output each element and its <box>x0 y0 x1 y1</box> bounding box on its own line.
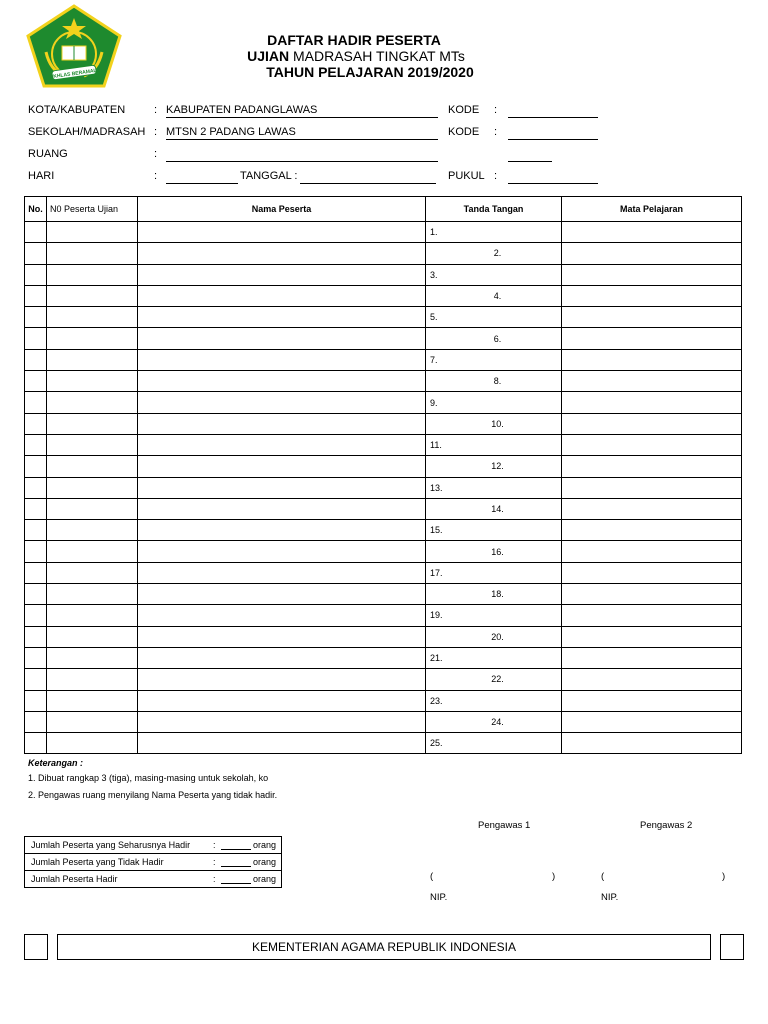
table-row <box>25 413 742 434</box>
hari-label: HARI <box>28 170 55 182</box>
cell-tanda-tangan[interactable]: 22. <box>426 669 562 690</box>
cell-mata-pelajaran[interactable] <box>562 477 742 498</box>
colon: : <box>213 840 216 850</box>
table-row <box>25 371 742 392</box>
cell-no <box>25 285 47 306</box>
cell-no-peserta[interactable] <box>47 328 138 349</box>
cell-tanda-tangan[interactable]: 15. <box>426 520 562 541</box>
kode-field-2[interactable] <box>508 126 598 140</box>
cell-nama-peserta[interactable] <box>138 562 426 583</box>
table-row <box>25 584 742 605</box>
cell-no <box>25 456 47 477</box>
table-row <box>25 520 742 541</box>
cell-no-peserta[interactable] <box>47 562 138 583</box>
table-row <box>25 477 742 498</box>
table-row <box>25 285 742 306</box>
cell-no <box>25 434 47 455</box>
colon: : <box>154 148 158 160</box>
table-row <box>25 328 742 349</box>
sekolah-label: SEKOLAH/MADRASAH <box>28 126 146 138</box>
cell-nama-peserta[interactable] <box>138 690 426 711</box>
cell-no-peserta[interactable] <box>47 392 138 413</box>
cell-nama-peserta[interactable] <box>138 328 426 349</box>
cell-nama-peserta[interactable] <box>138 456 426 477</box>
title-line-2: UJIAN MADRASAH TINGKAT MTs <box>247 48 465 64</box>
kode-field-1[interactable] <box>508 104 598 118</box>
cell-nama-peserta[interactable] <box>138 669 426 690</box>
summary-unit: orang <box>253 857 277 867</box>
cell-no-peserta[interactable] <box>47 605 138 626</box>
svg-text:IKHLAS BERAMAL: IKHLAS BERAMAL <box>51 67 97 81</box>
cell-tanda-tangan[interactable]: 19. <box>426 605 562 626</box>
cell-no <box>25 647 47 668</box>
colon: : <box>494 170 498 182</box>
cell-mata-pelajaran[interactable] <box>562 733 742 754</box>
cell-mata-pelajaran[interactable] <box>562 222 742 243</box>
cell-no <box>25 413 47 434</box>
cell-no <box>25 520 47 541</box>
table-row <box>25 733 742 754</box>
colon: : <box>154 104 158 116</box>
table-row <box>25 392 742 413</box>
cell-tanda-tangan[interactable]: 3. <box>426 264 562 285</box>
cell-tanda-tangan[interactable]: 9. <box>426 392 562 413</box>
table-row <box>25 243 742 264</box>
pukul-label: PUKUL <box>448 170 485 182</box>
kota-field[interactable]: KABUPATEN PADANGLAWAS <box>166 104 438 118</box>
cell-nama-peserta[interactable] <box>138 371 426 392</box>
cell-tanda-tangan[interactable]: 1. <box>426 222 562 243</box>
cell-nama-peserta[interactable] <box>138 605 426 626</box>
pengawas-2-label: Pengawas 2 <box>640 820 693 831</box>
title-line-1: DAFTAR HADIR PESERTA <box>267 32 441 48</box>
kode-label: KODE <box>448 104 480 116</box>
cell-no-peserta[interactable] <box>47 434 138 455</box>
cell-tanda-tangan[interactable]: 17. <box>426 562 562 583</box>
cell-mata-pelajaran[interactable] <box>562 307 742 328</box>
cell-tanda-tangan[interactable]: 12. <box>426 456 562 477</box>
cell-no <box>25 222 47 243</box>
cell-no <box>25 243 47 264</box>
cell-no <box>25 626 47 647</box>
colon: : <box>154 170 158 182</box>
notes-heading: Keterangan : <box>28 758 84 768</box>
table-row <box>25 434 742 455</box>
cell-no <box>25 307 47 328</box>
pengawas-2-open-paren: ( <box>601 871 605 882</box>
cell-nama-peserta[interactable] <box>138 413 426 434</box>
cell-no-peserta[interactable] <box>47 669 138 690</box>
tanggal-field[interactable] <box>300 170 436 184</box>
cell-nama-peserta[interactable] <box>138 285 426 306</box>
cell-no <box>25 733 47 754</box>
ruang-label: RUANG <box>28 148 68 160</box>
cell-mata-pelajaran[interactable] <box>562 541 742 562</box>
cell-no <box>25 690 47 711</box>
cell-no <box>25 477 47 498</box>
cell-no-peserta[interactable] <box>47 626 138 647</box>
cell-mata-pelajaran[interactable] <box>562 584 742 605</box>
cell-no-peserta[interactable] <box>47 711 138 732</box>
title-line-3: TAHUN PELAJARAN 2019/2020 <box>266 64 474 80</box>
cell-no <box>25 562 47 583</box>
cell-mata-pelajaran[interactable] <box>562 520 742 541</box>
cell-tanda-tangan[interactable]: 11. <box>426 434 562 455</box>
cell-mata-pelajaran[interactable] <box>562 392 742 413</box>
cell-mata-pelajaran[interactable] <box>562 434 742 455</box>
cell-no-peserta[interactable] <box>47 413 138 434</box>
cell-mata-pelajaran[interactable] <box>562 243 742 264</box>
cell-no-peserta[interactable] <box>47 264 138 285</box>
cell-no-peserta[interactable] <box>47 733 138 754</box>
table-row <box>25 562 742 583</box>
table-row <box>25 498 742 519</box>
cell-tanda-tangan[interactable]: 23. <box>426 690 562 711</box>
table-row <box>25 690 742 711</box>
cell-mata-pelajaran[interactable] <box>562 328 742 349</box>
note-item-2: 2. Pengawas ruang menyilang Nama Peserta yang tidak hadir. <box>28 790 278 800</box>
cell-nama-peserta[interactable] <box>138 541 426 562</box>
cell-no-peserta[interactable] <box>47 222 138 243</box>
cell-no-peserta[interactable] <box>47 584 138 605</box>
cell-tanda-tangan[interactable]: 7. <box>426 349 562 370</box>
col-header-no: No. <box>25 197 47 222</box>
summary-input[interactable] <box>221 883 251 884</box>
summary-box <box>24 836 282 888</box>
cell-tanda-tangan[interactable]: 14. <box>426 498 562 519</box>
cell-tanda-tangan[interactable]: 6. <box>426 328 562 349</box>
pukul-field[interactable] <box>508 170 598 184</box>
cell-tanda-tangan[interactable]: 18. <box>426 584 562 605</box>
pengawas-1-nip: NIP. <box>430 892 448 903</box>
cell-no <box>25 541 47 562</box>
cell-nama-peserta[interactable] <box>138 626 426 647</box>
cell-nama-peserta[interactable] <box>138 584 426 605</box>
attendance-table <box>24 196 742 754</box>
table-row <box>25 647 742 668</box>
cell-no <box>25 584 47 605</box>
cell-mata-pelajaran[interactable] <box>562 498 742 519</box>
table-row <box>25 626 742 647</box>
cell-mata-pelajaran[interactable] <box>562 264 742 285</box>
cell-tanda-tangan[interactable]: 25. <box>426 733 562 754</box>
cell-mata-pelajaran[interactable] <box>562 285 742 306</box>
cell-no <box>25 711 47 732</box>
cell-nama-peserta[interactable] <box>138 434 426 455</box>
summary-row <box>25 854 281 871</box>
cell-no-peserta[interactable] <box>47 690 138 711</box>
col-header-nama: Nama Peserta <box>138 197 426 222</box>
cell-no-peserta[interactable] <box>47 285 138 306</box>
footer-right-box <box>720 934 744 960</box>
pengawas-1-close-paren: ) <box>552 871 556 882</box>
cell-no <box>25 392 47 413</box>
cell-nama-peserta[interactable] <box>138 498 426 519</box>
cell-nama-peserta[interactable] <box>138 264 426 285</box>
ruang-field[interactable] <box>166 148 438 162</box>
summary-input[interactable] <box>221 866 251 867</box>
cell-no <box>25 264 47 285</box>
cell-tanda-tangan[interactable]: 10. <box>426 413 562 434</box>
cell-no-peserta[interactable] <box>47 243 138 264</box>
cell-tanda-tangan[interactable]: 21. <box>426 647 562 668</box>
cell-mata-pelajaran[interactable] <box>562 413 742 434</box>
cell-mata-pelajaran[interactable] <box>562 349 742 370</box>
table-row <box>25 264 742 285</box>
summary-label: Jumlah Peserta yang Seharusnya Hadir <box>31 840 191 850</box>
table-row <box>25 222 742 243</box>
kode-label: KODE <box>448 126 480 138</box>
cell-no-peserta[interactable] <box>47 307 138 328</box>
cell-mata-pelajaran[interactable] <box>562 690 742 711</box>
pengawas-2-close-paren: ) <box>722 871 726 882</box>
table-row <box>25 349 742 370</box>
cell-tanda-tangan[interactable]: 24. <box>426 711 562 732</box>
cell-no-peserta[interactable] <box>47 498 138 519</box>
summary-unit: orang <box>253 840 277 850</box>
cell-nama-peserta[interactable] <box>138 392 426 413</box>
summary-row <box>25 871 281 887</box>
table-row <box>25 711 742 732</box>
cell-mata-pelajaran[interactable] <box>562 647 742 668</box>
cell-no-peserta[interactable] <box>47 647 138 668</box>
sekolah-field[interactable]: MTSN 2 PADANG LAWAS <box>166 126 438 140</box>
kota-label: KOTA/KABUPATEN <box>28 104 126 116</box>
cell-no <box>25 349 47 370</box>
colon: : <box>213 874 216 884</box>
cell-tanda-tangan[interactable]: 4. <box>426 285 562 306</box>
cell-tanda-tangan[interactable]: 20. <box>426 626 562 647</box>
table-row <box>25 541 742 562</box>
summary-label: Jumlah Peserta Hadir <box>31 874 118 884</box>
summary-unit: orang <box>253 874 277 884</box>
summary-row <box>25 837 281 854</box>
cell-mata-pelajaran[interactable] <box>562 605 742 626</box>
cell-no-peserta[interactable] <box>47 477 138 498</box>
cell-mata-pelajaran[interactable] <box>562 562 742 583</box>
col-header-no-peserta: N0 Peserta Ujian <box>47 197 138 222</box>
pengawas-2-nip: NIP. <box>601 892 619 903</box>
colon: : <box>494 126 498 138</box>
cell-no <box>25 605 47 626</box>
cell-no <box>25 371 47 392</box>
cell-no <box>25 498 47 519</box>
pengawas-1-open-paren: ( <box>430 871 434 882</box>
cell-nama-peserta[interactable] <box>138 477 426 498</box>
cell-nama-peserta[interactable] <box>138 520 426 541</box>
table-row <box>25 307 742 328</box>
cell-nama-peserta[interactable] <box>138 222 426 243</box>
table-row <box>25 605 742 626</box>
cell-mata-pelajaran[interactable] <box>562 711 742 732</box>
table-header-row <box>25 197 742 222</box>
tanggal-label: TANGGAL : <box>240 170 298 182</box>
cell-no-peserta[interactable] <box>47 371 138 392</box>
ruang-code-field[interactable] <box>508 148 552 162</box>
cell-nama-peserta[interactable] <box>138 307 426 328</box>
cell-tanda-tangan[interactable]: 13. <box>426 477 562 498</box>
col-header-tanda-tangan: Tanda Tangan <box>426 197 562 222</box>
summary-input[interactable] <box>221 849 251 850</box>
cell-mata-pelajaran[interactable] <box>562 456 742 477</box>
cell-no <box>25 328 47 349</box>
table-row <box>25 669 742 690</box>
cell-no <box>25 669 47 690</box>
cell-nama-peserta[interactable] <box>138 349 426 370</box>
footer-left-box <box>24 934 48 960</box>
cell-nama-peserta[interactable] <box>138 711 426 732</box>
cell-tanda-tangan[interactable]: 8. <box>426 371 562 392</box>
summary-label: Jumlah Peserta yang Tidak Hadir <box>31 857 164 867</box>
cell-no-peserta[interactable] <box>47 520 138 541</box>
cell-no-peserta[interactable] <box>47 541 138 562</box>
colon: : <box>213 857 216 867</box>
pengawas-1-label: Pengawas 1 <box>478 820 531 831</box>
cell-mata-pelajaran[interactable] <box>562 371 742 392</box>
cell-tanda-tangan[interactable]: 2. <box>426 243 562 264</box>
colon: : <box>154 126 158 138</box>
table-row <box>25 456 742 477</box>
note-item-1: 1. Dibuat rangkap 3 (tiga), masing-masing untuk sekolah, ko <box>28 773 269 783</box>
colon: : <box>494 104 498 116</box>
col-header-mata-pelajaran: Mata Pelajaran <box>562 197 742 222</box>
cell-tanda-tangan[interactable]: 5. <box>426 307 562 328</box>
cell-mata-pelajaran[interactable] <box>562 669 742 690</box>
cell-nama-peserta[interactable] <box>138 647 426 668</box>
hari-field[interactable] <box>166 170 238 184</box>
cell-no-peserta[interactable] <box>47 349 138 370</box>
cell-nama-peserta[interactable] <box>138 733 426 754</box>
cell-nama-peserta[interactable] <box>138 243 426 264</box>
cell-mata-pelajaran[interactable] <box>562 626 742 647</box>
cell-tanda-tangan[interactable]: 16. <box>426 541 562 562</box>
footer-title: KEMENTERIAN AGAMA REPUBLIK INDONESIA <box>57 934 711 960</box>
cell-no-peserta[interactable] <box>47 456 138 477</box>
